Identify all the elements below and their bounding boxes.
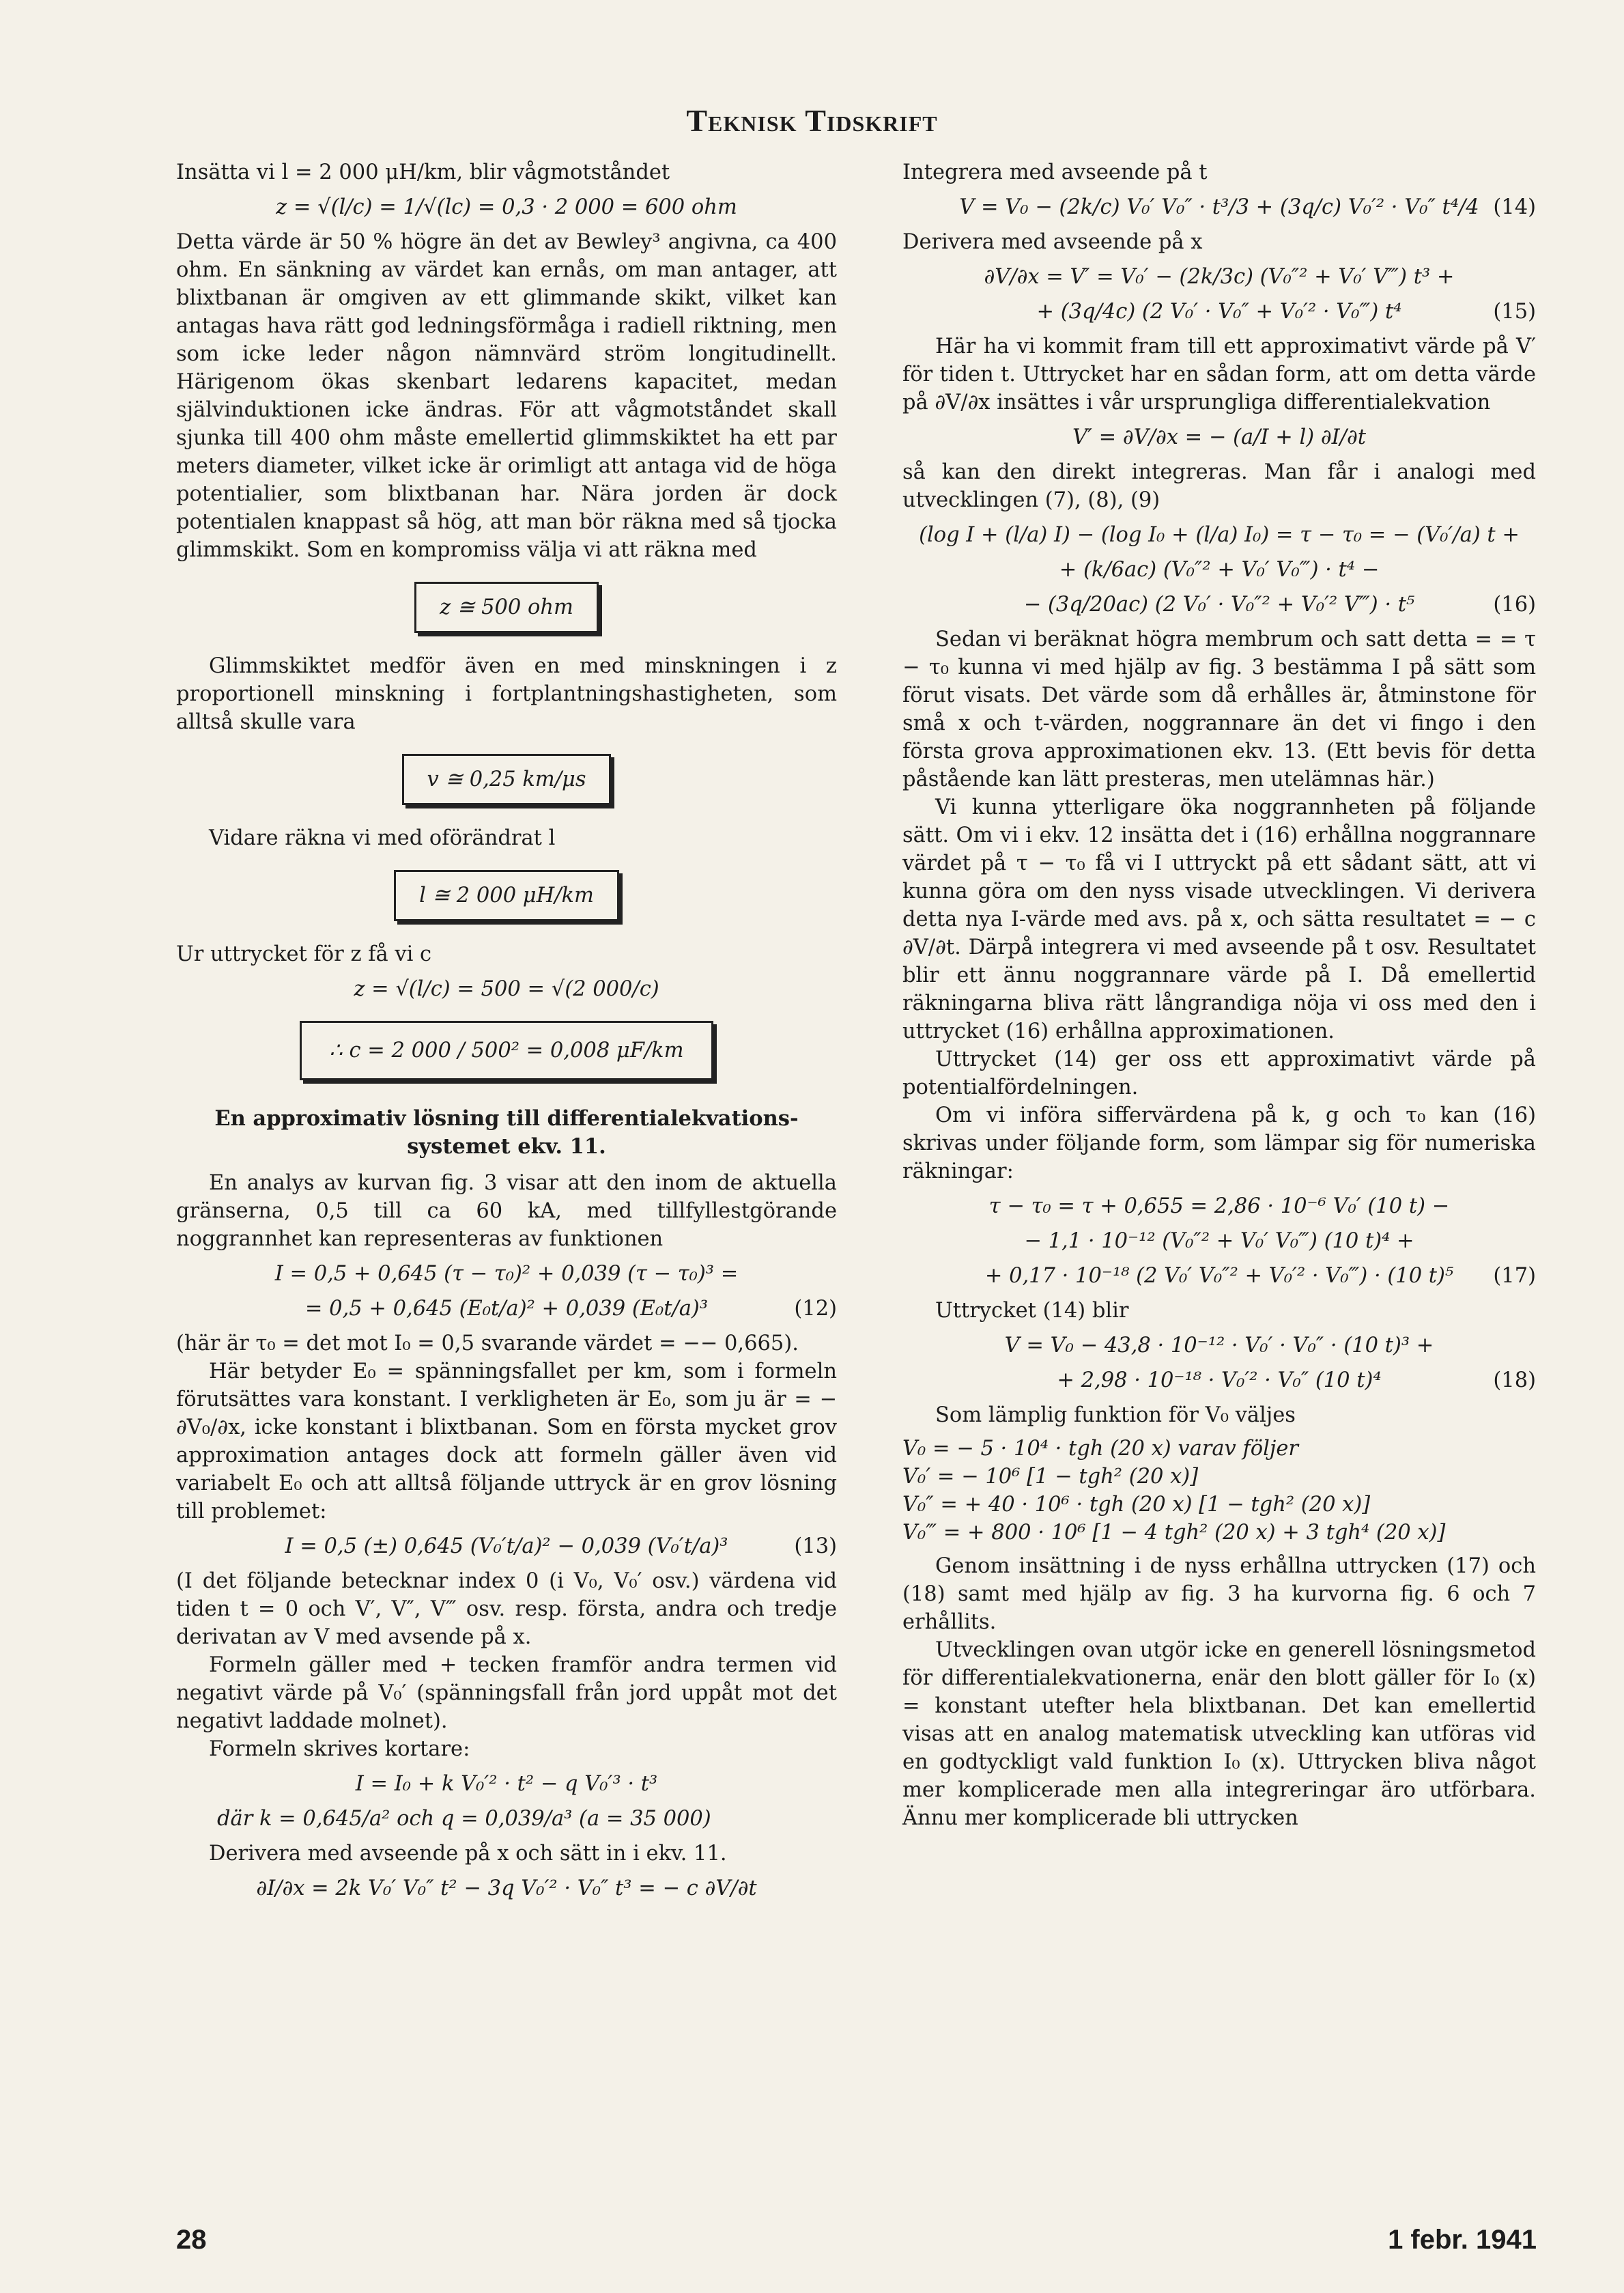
paragraph: så kan den direkt integreras. Man får i analogi med utvecklingen (7), (8), (9) [902,460,1536,512]
equation [902,591,1536,619]
equation: z = √(l/c) = 1/√(lc) = 0,3 · 2 000 = 600 ohm [276,195,737,219]
boxed-result: z ≅ 500 ohm [414,582,599,633]
paragraph: Här betyder E₀ = spänningsfallet per km, som i formeln förutsättes vara konstant. I verkligheten är E₀, som ju är = − ∂V₀/∂x, icke konstant i blixtbanan. Som en första mycket grov approximation antages dock att formeln gäller även vid variabelt E₀ och att alltså följande uttryck är en grov lösning till problemet: [176,1360,837,1523]
paragraph: Uttrycket (14) blir [935,1299,1129,1323]
left-column [176,158,837,1909]
equation: V = V₀ − 43,8 · 10⁻¹² · V₀′ · V₀″ · (10 t)³ + [1004,1334,1434,1357]
paragraph: Vidare räkna vi med oförändrat l [209,826,556,850]
paragraph: Genom insättning i de nyss erhållna uttrycken (17) och (18) samt med hjälp av fig. 3 ha kurvorna fig. 6 och 7 erhållits. [902,1554,1536,1634]
paragraph: Vi kunna ytterligare öka noggrannheten på följande sätt. Om vi i ekv. 12 insätta det i (16) erhållna noggrannare värdet på τ − τ₀ få vi I uttryckt på ett sådant sätt, att vi kunna göra om den nyss visade utvecklingen. Vi derivera detta nya I-värde med avs. på x, och sätta resultatet = − c ∂V/∂t. Därpå integrera vi med avseende på t osv. Resultatet blir ett ännu noggrannare värde på I. Då emellertid räkningarna bliva rätt långrandiga nöja vi oss med den i uttrycket (16) erhållna approximationen. [902,796,1536,1043]
journal-masthead: Teknisk Tidskrift [686,103,938,138]
equation: τ − τ₀ = τ + 0,655 = 2,86 · 10⁻⁶ V₀′ (10 t) − [988,1194,1450,1218]
boxed-result: v ≅ 0,25 km/μs [402,754,612,805]
paragraph: Derivera med avseende på x och sätt in i ekv. 11. [209,1842,727,1866]
right-column [902,158,1536,1832]
paragraph: Utvecklingen ovan utgör icke en generell lösningsmetod för differentialekvationerna, enär den blott gäller för I₀ (x) = konstant utefter hela blixtbanan. Det kan emellertid visas att en analog matematisk utveckling kan utföras vid en godtyckligt vald funktion I₀ (x). Uttrycken bliva något mer komplicerade men alla integreringar äro utförbara. Ännu mer komplicerade bli uttrycken [902,1638,1536,1830]
equation-body: I = 0,5 (±) 0,645 (V₀′t/a)² − 0,039 (V₀′t/a)³ [285,1534,728,1558]
equation: z = √(l/c) = 500 = √(2 000/c) [354,977,659,1001]
equation [902,193,1536,221]
equation [176,1295,837,1323]
paragraph: (I det följande betecknar index 0 (i V₀, V₀′ osv.) värdena vid tiden t = 0 och V′, V″, V‴ osv. resp. första, andra och tredje derivatan av V med avsende på x. [176,1569,837,1649]
equation: − 1,1 · 10⁻¹² (V₀″² + V₀′ V₀‴) (10 t)⁴ + [1024,1229,1414,1253]
paragraph: Integrera med avseende på t [902,160,1208,184]
equation: (log I + (l/a) I) − (log I₀ + (l/a) I₀) = τ − τ₀ = − (V₀′/a) t + [919,523,1520,547]
equation: där k = 0,645/a² och q = 0,039/a³ (a = 35 000) [217,1807,711,1831]
equation: ∂I/∂x = 2k V₀′ V₀″ t² − 3q V₀′² · V₀″ t³ = − c ∂V/∂t [256,1876,757,1900]
paragraph: (här är τ₀ = det mot I₀ = 0,5 svarande värdet = −− 0,665). [176,1332,799,1355]
equation-number: (16) [1493,593,1536,617]
equation [176,1532,837,1560]
paragraph: Här ha vi kommit fram till ett approximativt värde på V′ för tiden t. Uttrycket har en sådan form, att om detta värde på ∂V/∂x insättes i vår ursprungliga differentialekvation [902,335,1536,414]
paragraph: En analys av kurvan fig. 3 visar att den inom de aktuella gränserna, 0,5 till ca 60 kA, med tillfyllestgörande noggrannhet kan representeras av funktionen [176,1171,837,1251]
paragraph: Som lämplig funktion för V₀ väljes [935,1403,1296,1427]
variable-line: V₀″ = + 40 · 10⁶ · tgh (20 x) [1 − tgh² (20 x)] [902,1493,1371,1517]
paragraph: Formeln skrives kortare: [209,1737,470,1761]
equation [902,1366,1536,1394]
page-number: 28 [176,2225,207,2255]
paragraph: Derivera med avseende på x [902,230,1203,254]
equation-body: V = V₀ − (2k/c) V₀′ V₀″ · t³/3 + (3q/c) V₀′² · V₀″ t⁴/4 [959,195,1479,219]
paragraph: Formeln gäller med + tecken framför andra termen vid negativt värde på V₀′ (spänningsfall från jord uppåt mot det negativt laddade molnet). [176,1653,837,1733]
paragraph: Ur uttrycket för z få vi c [176,942,432,966]
equation-body: + 0,17 · 10⁻¹⁸ (2 V₀′ V₀″² + V₀′² · V₀‴) · (10 t)⁵ [984,1264,1454,1288]
equation-body: − (3q/20ac) (2 V₀′ · V₀″² + V₀′² V‴) · t⁵ [1023,593,1415,617]
equation-number: (15) [1493,300,1536,324]
equation: I = 0,5 + 0,645 (τ − τ₀)² + 0,039 (τ − τ₀)³ = [274,1262,739,1286]
equation-number: (12) [794,1297,837,1321]
equation: I = I₀ + k V₀′² · t² − q V₀′³ · t³ [355,1772,658,1796]
equation: + (k/6ac) (V₀″² + V₀′ V₀‴) · t⁴ − [1059,558,1380,582]
equation-number: (17) [1493,1264,1536,1288]
paragraph: Detta värde är 50 % högre än det av Bewley³ angivna, ca 400 ohm. En sänkning av värdet kan ernås, om man antager, att blixtbanan är omgiven av ett glimmande skikt, vilket kan antagas hava rätt god ledningsförmåga i radiell riktning, men som icke leder någon nämnvärd ström longitudinellt. Härigenom ökas skenbart ledarens kapacitet, medan självinduktionen icke ändras. För att vågmotståndet skall sjunka till 400 ohm måste emellertid glimmskiktet ha ett par meters diameter, vilket icke är orimligt att antaga vid de höga potentialier, som blixtbanan har. Nära jorden är dock potentialen knappast så hög, att man bör räkna med så tjocka glimmskikt. Som en kompromiss välja vi att räkna med [176,230,837,562]
variable-definitions [902,1435,1536,1547]
paragraph: Uttrycket (14) ger oss ett approximativt värde på potentialfördelningen. [902,1047,1536,1099]
equation-body: + (3q/4c) (2 V₀′ · V₀″ + V₀′² · V₀‴) t⁴ [1036,300,1402,324]
boxed-result: ∴ c = 2 000 / 500² = 0,008 μF/km [300,1021,713,1080]
paragraph: Om vi införa siffervärdena på k, g och τ₀ kan (16) skrivas under följande form, som lämpar sig för numeriska räkningar: [902,1103,1536,1183]
variable-line: V₀ = − 5 · 10⁴ · tgh (20 x) varav följer [902,1437,1298,1461]
variable-line: V₀‴ = + 800 · 10⁶ [1 − 4 tgh² (20 x) + 3 tgh⁴ (20 x)] [902,1521,1446,1545]
equation-number: (18) [1493,1368,1536,1392]
paragraph: Insätta vi l = 2 000 μH/km, blir vågmotståndet [176,160,670,184]
section-heading: En approximativ lösning till differentialekvations-systemet ekv. 11. [214,1106,799,1159]
boxed-result: l ≅ 2 000 μH/km [394,870,619,921]
equation-body: + 2,98 · 10⁻¹⁸ · V₀′² · V₀″ (10 t)⁴ [1057,1368,1382,1392]
equation-number: (13) [794,1534,837,1558]
paragraph: Glimmskiktet medför även en med minskningen i z proportionell minskning i fortplantningshastigheten, som alltså skulle vara [176,654,837,734]
equation [902,298,1536,326]
issue-date: 1 febr. 1941 [1388,2225,1537,2255]
equation: ∂V/∂x = V′ = V₀′ − (2k/3c) (V₀″² + V₀′ V‴) t³ + [984,265,1455,289]
variable-line: V₀′ = − 10⁶ [1 − tgh² (20 x)] [902,1465,1199,1489]
equation-number: (14) [1493,195,1536,219]
equation-body: = 0,5 + 0,645 (E₀t/a)² + 0,039 (E₀t/a)³ [304,1297,709,1321]
equation: V′ = ∂V/∂x = − (a/I + l) ∂I/∂t [1072,425,1366,449]
equation [902,1262,1536,1290]
paragraph: Sedan vi beräknat högra membrum och satt detta = = τ − τ₀ kunna vi med hjälp av fig. 3 bestämma I på sätt som förut visats. Det värde som då erhålles är, åtminstone för små x och t-värden, noggrannare än det vi fingo i den första grova approximationen ekv. 13. (Ett bevis för detta påstående kan lätt presteras, men utelämnas här.) [902,628,1536,791]
